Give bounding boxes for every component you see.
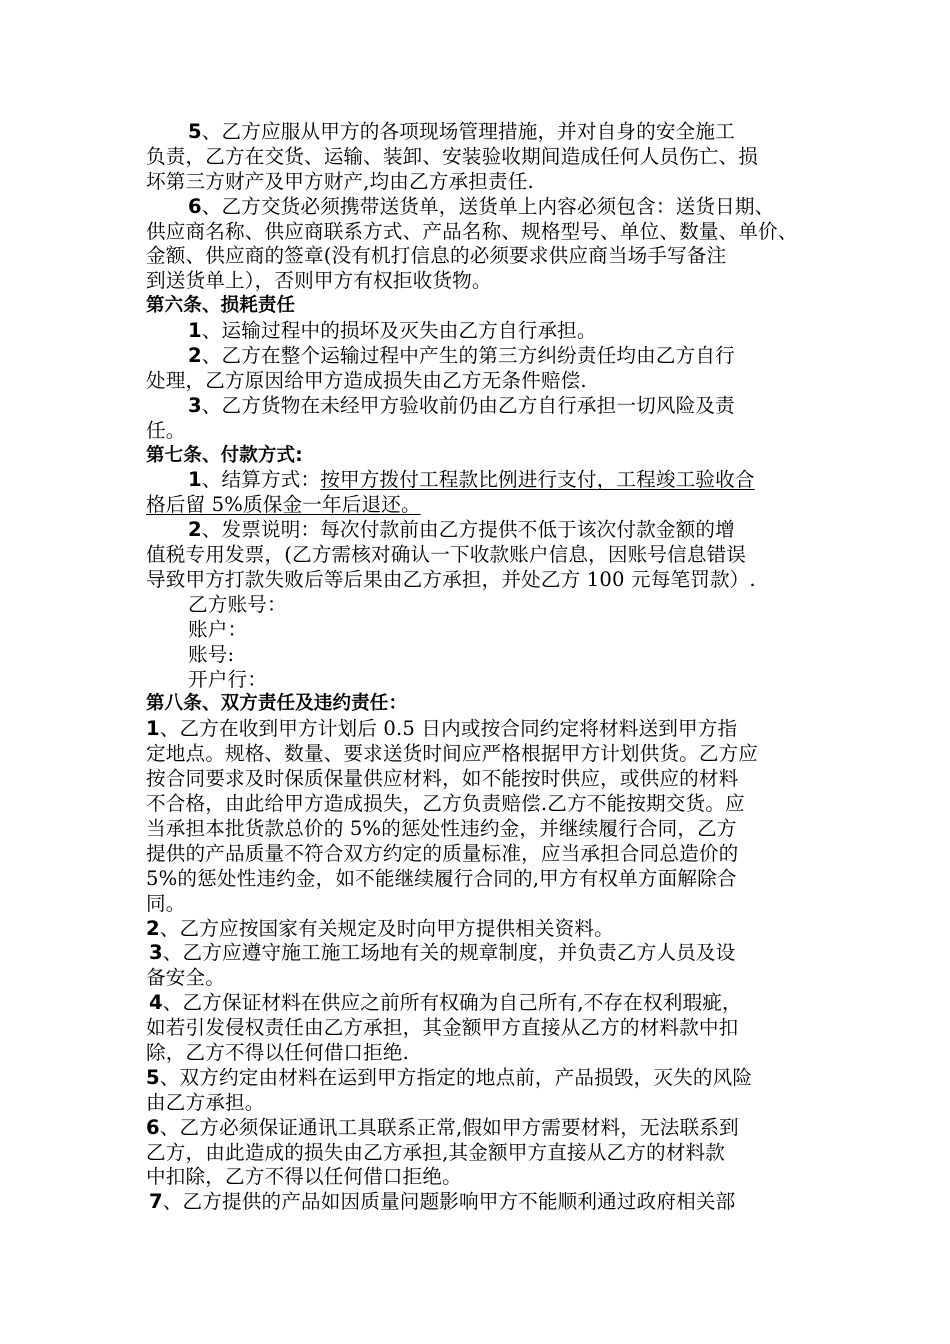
paragraph-line: 到送货单上），否则甲方有权拒收货物。 — [146, 269, 492, 293]
clause6-item3 — [146, 394, 814, 444]
paragraph-line: 同。 — [146, 891, 186, 915]
item-number: 1 — [146, 717, 160, 741]
clause6-item1 — [146, 319, 814, 344]
paragraph-line: 当承担本批货款总价的 5%的惩处性违约金，并继续履行合同，乙方 — [146, 816, 737, 840]
clause8-item1 — [146, 717, 814, 916]
item-number: 5 — [188, 120, 202, 143]
paragraph-line: 定地点。规格、数量、要求送货时间应严格根据甲方计划供货。乙方应 — [146, 742, 759, 766]
item-number: 2 — [188, 344, 202, 368]
settlement-terms: 按甲方拨付工程款比例进行支付，工程竣工验收合 — [320, 468, 755, 492]
paragraph-line: 导致甲方打款失败后等后果由乙方承担，并处乙方 100 元每笔罚款）. — [146, 568, 756, 592]
paragraph-line: 除，乙方不得以任何借口拒绝. — [146, 1040, 410, 1064]
paragraph-line: 处理，乙方原因给甲方造成损失由乙方无条件赔偿. — [146, 368, 587, 392]
clause7-item1 — [146, 468, 814, 518]
clause8-item2 — [146, 917, 814, 942]
item-number: 7 — [149, 1190, 163, 1214]
clause8-item4 — [146, 991, 814, 1066]
settlement-terms: 格后留 5%质保金一年后退还。 — [146, 493, 421, 517]
clause8-item5 — [146, 1066, 814, 1116]
item-number: 2 — [146, 916, 160, 940]
clause5-item6 — [146, 195, 814, 295]
paragraph-line: 、乙方必须保证通讯工具联系正常,假如甲方需要材料，无法联系到 — [159, 1115, 739, 1139]
clause8-item3 — [146, 941, 814, 991]
item-number: 1 — [188, 319, 202, 343]
paragraph-line: 金额、供应商的签章(没有机打信息的必须要求供应商当场手写备注 — [146, 244, 727, 268]
clause7-item2 — [146, 518, 814, 593]
clause6-heading: 第六条、损耗责任 — [146, 295, 296, 317]
paragraph-line: 乙方，由此造成的损失由乙方承担,其金额甲方直接从乙方的材料款 — [146, 1140, 725, 1164]
paragraph-line: 、乙方货物在未经甲方验收前仍由乙方自行承担一切风险及责 — [201, 393, 735, 417]
clause6-item2 — [146, 344, 814, 394]
item-number: 3 — [149, 941, 163, 965]
paragraph-line: 、双方约定由材料在运到甲方指定的地点前，产品损毁，灭失的风险 — [159, 1065, 753, 1089]
item-number: 1 — [188, 468, 202, 492]
paragraph-line: 、乙方应按国家有关规定及时向甲方提供相关资料。 — [159, 916, 614, 940]
item-number: 5 — [146, 1065, 160, 1089]
paragraph-line: 、发票说明：每次付款前由乙方提供不低于该次付款金额的增 — [201, 518, 735, 542]
paragraph-line: 值税专用发票，(乙方需核对确认一下收款账户信息，因账号信息错误 — [146, 543, 747, 567]
clause7-heading: 第七条、付款方式: — [146, 444, 303, 466]
contract-page — [146, 120, 814, 1215]
paragraph-line: 、乙方在收到甲方计划后 0.5 日内或按合同约定将材料送到甲方指 — [159, 717, 738, 741]
item-number: 6 — [146, 1115, 160, 1139]
clause8-item7 — [146, 1190, 814, 1215]
paragraph-line: 、乙方提供的产品如因质量问题影响甲方不能顺利通过政府相关部 — [162, 1190, 736, 1214]
paragraph-line: 如若引发侵权责任由乙方承担，其金额甲方直接从乙方的材料款中扣 — [146, 1016, 739, 1040]
account-holder-label: 账户： — [188, 617, 248, 641]
paragraph-line: 、乙方在整个运输过程中产生的第三方纠纷责任均由乙方自行 — [201, 344, 735, 368]
item-number: 2 — [188, 518, 202, 542]
paragraph-line: 、乙方保证材料在供应之前所有权确为自己所有,不存在权利瑕疵， — [162, 991, 742, 1015]
paragraph-line: 负责，乙方在交货、运输、装卸、安装验收期间造成任何人员伤亡、损 — [146, 144, 759, 168]
paragraph-line: 按合同要求及时保质保量供应材料，如不能按时供应，或供应的材料 — [146, 767, 739, 791]
clause8-item6 — [146, 1116, 814, 1191]
paragraph-line: 供应商名称、供应商联系方式、产品名称、规格型号、单位、数量、单价、 — [146, 219, 798, 243]
settlement-label: 、结算方式： — [201, 468, 321, 492]
paragraph-line: 坏第三方财产及甲方财产,均由乙方承担责任. — [146, 169, 534, 193]
paragraph-line: 、乙方交货必须携带送货单，送货单上内容必须包含：送货日期、 — [201, 194, 775, 218]
paragraph-line: 由乙方承担。 — [146, 1090, 265, 1114]
item-number: 4 — [149, 991, 163, 1015]
paragraph-line: 备安全。 — [146, 966, 225, 990]
paragraph-line: 、乙方应遵守施工施工场地有关的规章制度，并负责乙方人员及设 — [162, 941, 736, 965]
account-number-label: 账号: — [188, 642, 235, 666]
paragraph-line: 提供的产品质量不符合双方约定的质量标准，应当承担合同总造价的 — [146, 841, 739, 865]
account-label: 乙方账号： — [188, 592, 287, 616]
item-number: 3 — [188, 393, 202, 417]
paragraph-line: 、乙方应服从甲方的各项现场管理措施，并对自身的安全施工 — [201, 120, 735, 143]
paragraph-line: 不合格，由此给甲方造成损失，乙方负责赔偿.乙方不能按期交货。应 — [146, 792, 745, 816]
paragraph-line: 中扣除，乙方不得以任何借口拒绝。 — [146, 1165, 462, 1189]
clause8-heading: 第八条、双方责任及违约责任： — [146, 693, 408, 715]
item-number: 6 — [188, 194, 202, 218]
paragraph-line: 任。 — [146, 418, 186, 442]
bank-label: 开户行： — [188, 667, 267, 691]
clause5-item5 — [146, 120, 814, 195]
paragraph-line: 、运输过程中的损坏及灭失由乙方自行承担。 — [201, 319, 597, 343]
paragraph-line: 5%的惩处性违约金，如不能继续履行合同的,甲方有权单方面解除合 — [146, 866, 737, 890]
